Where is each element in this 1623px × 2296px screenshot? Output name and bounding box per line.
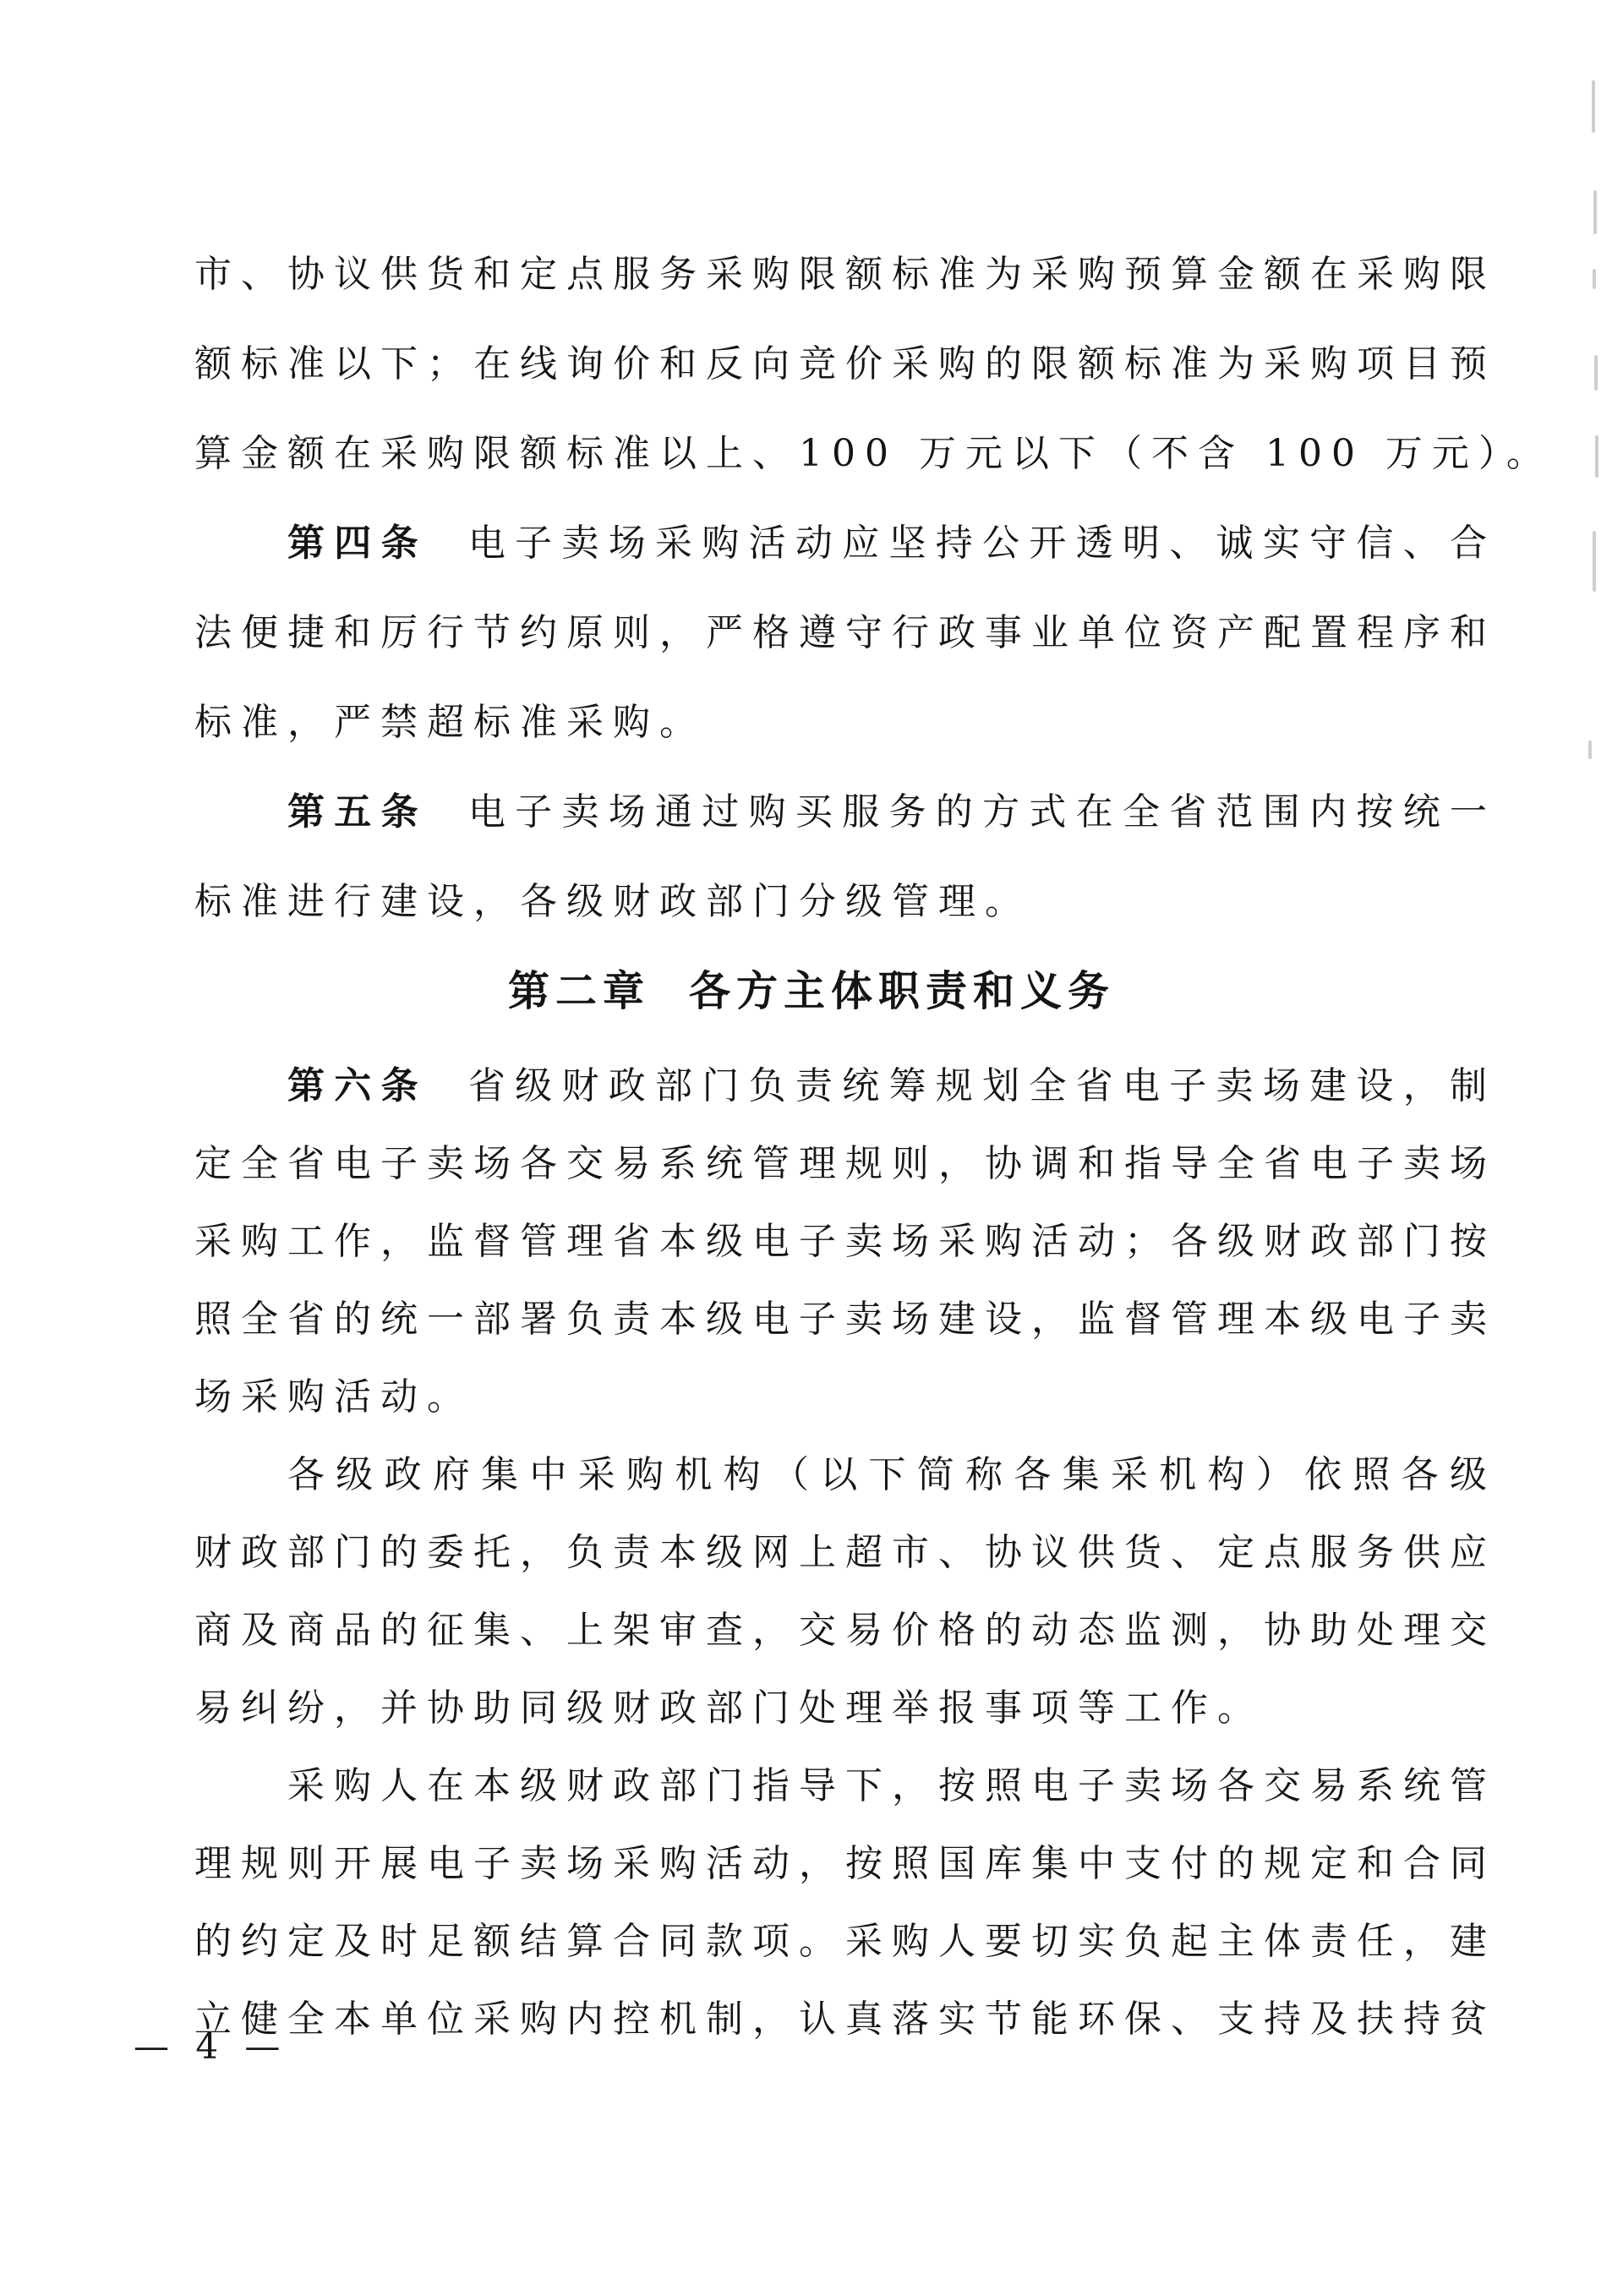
- line-text: 各级政府集中采购机构（以下简称各集采机构）依照各级: [287, 1453, 1496, 1496]
- scan-artifact: [1595, 435, 1598, 478]
- text-line: [194, 602, 1496, 692]
- line-text: 省级财政部门负责统筹规划全省电子卖场建设，制: [467, 1064, 1496, 1107]
- page-number: — 4 —: [134, 2025, 288, 2067]
- line-text: 采购人在本级财政部门指导下，按照电子卖场各交易系统管: [287, 1764, 1496, 1807]
- line-text: 市、协议供货和定点服务采购限额标准为采购预算金额在采购限: [194, 253, 1496, 296]
- text-line: [194, 692, 1496, 781]
- text-line: [194, 1133, 1496, 1211]
- text-line: [194, 1988, 1496, 2066]
- text-line: [194, 423, 1553, 512]
- text-line: [194, 871, 1496, 960]
- line-text: 定全省电子卖场各交易系统管理规则，协调和指导全省电子卖场: [194, 1142, 1496, 1185]
- scan-artifact: [1594, 355, 1598, 391]
- text-line: [194, 1288, 1496, 1366]
- article-number: 第六条: [287, 1064, 428, 1107]
- text-line-article-6: [194, 1055, 1496, 1133]
- text-line: [194, 1833, 1496, 1911]
- line-text: 采购工作，监督管理省本级电子卖场采购活动；各级财政部门按: [194, 1220, 1496, 1263]
- line-text: 照全省的统一部署负责本级电子卖场建设，监督管理本级电子卖: [194, 1298, 1496, 1341]
- line-text: 理规则开展电子卖场采购活动，按照国库集中支付的规定和合同: [194, 1842, 1496, 1885]
- chapter-title: 各方主体职责和义务: [689, 966, 1116, 1015]
- line-text: 的约定及时足额结算合同款项。采购人要切实负起主体责任，建: [194, 1920, 1496, 1963]
- text-line: [194, 1755, 1496, 1833]
- line-text: 电子卖场通过购买服务的方式在全省范围内按统一: [467, 790, 1496, 834]
- line-text: 商及商品的征集、上架审查，交易价格的动态监测，协助处理交: [194, 1609, 1496, 1652]
- text-line: [194, 1366, 1496, 1444]
- chapter-number: 第二章: [507, 966, 650, 1015]
- line-text: 标准进行建设，各级财政部门分级管理。: [194, 880, 1031, 923]
- line-text: 立健全本单位采购内控机制，认真落实节能环保、支持及扶持贫: [194, 1998, 1496, 2041]
- text-line: [194, 1444, 1496, 1522]
- scan-artifact: [1592, 80, 1595, 133]
- article-number: 第五条: [287, 790, 428, 834]
- line-text: 电子卖场采购活动应坚持公开透明、诚实守信、合: [467, 522, 1496, 565]
- text-line: [194, 333, 1496, 423]
- text-line-article-4: [194, 512, 1496, 602]
- text-line-article-5: [194, 781, 1496, 871]
- line-text: 法便捷和厉行节约原则，严格遵守行政事业单位资产配置程序和: [194, 611, 1496, 654]
- scan-artifact: [1593, 269, 1596, 289]
- line-text: 易纠纷，并协助同级财政部门处理举报事项等工作。: [194, 1686, 1264, 1730]
- chapter-heading: [0, 959, 1623, 1018]
- line-text: 额标准以下；在线询价和反向竞价采购的限额标准为采购项目预: [194, 342, 1496, 385]
- section-bottom: [194, 1055, 1496, 2066]
- line-text: 标准，严禁超标准采购。: [194, 701, 706, 744]
- text-line: [194, 1677, 1496, 1755]
- text-line: [194, 243, 1496, 333]
- line-text: 场采购活动。: [194, 1375, 473, 1419]
- text-line: [194, 1211, 1496, 1288]
- section-top: [194, 243, 1553, 960]
- scan-artifact: [1593, 531, 1596, 592]
- line-text: 算金额在采购限额标准以上、100 万元以下（不含 100 万元）。: [194, 432, 1553, 475]
- line-text: 财政部门的委托，负责本级网上超市、协议供货、定点服务供应: [194, 1531, 1496, 1574]
- scan-artifact: [1588, 741, 1592, 759]
- text-line: [194, 1599, 1496, 1677]
- text-line: [194, 1911, 1496, 1988]
- article-number: 第四条: [287, 522, 428, 565]
- text-line: [194, 1522, 1496, 1599]
- scan-artifact: [1593, 190, 1597, 234]
